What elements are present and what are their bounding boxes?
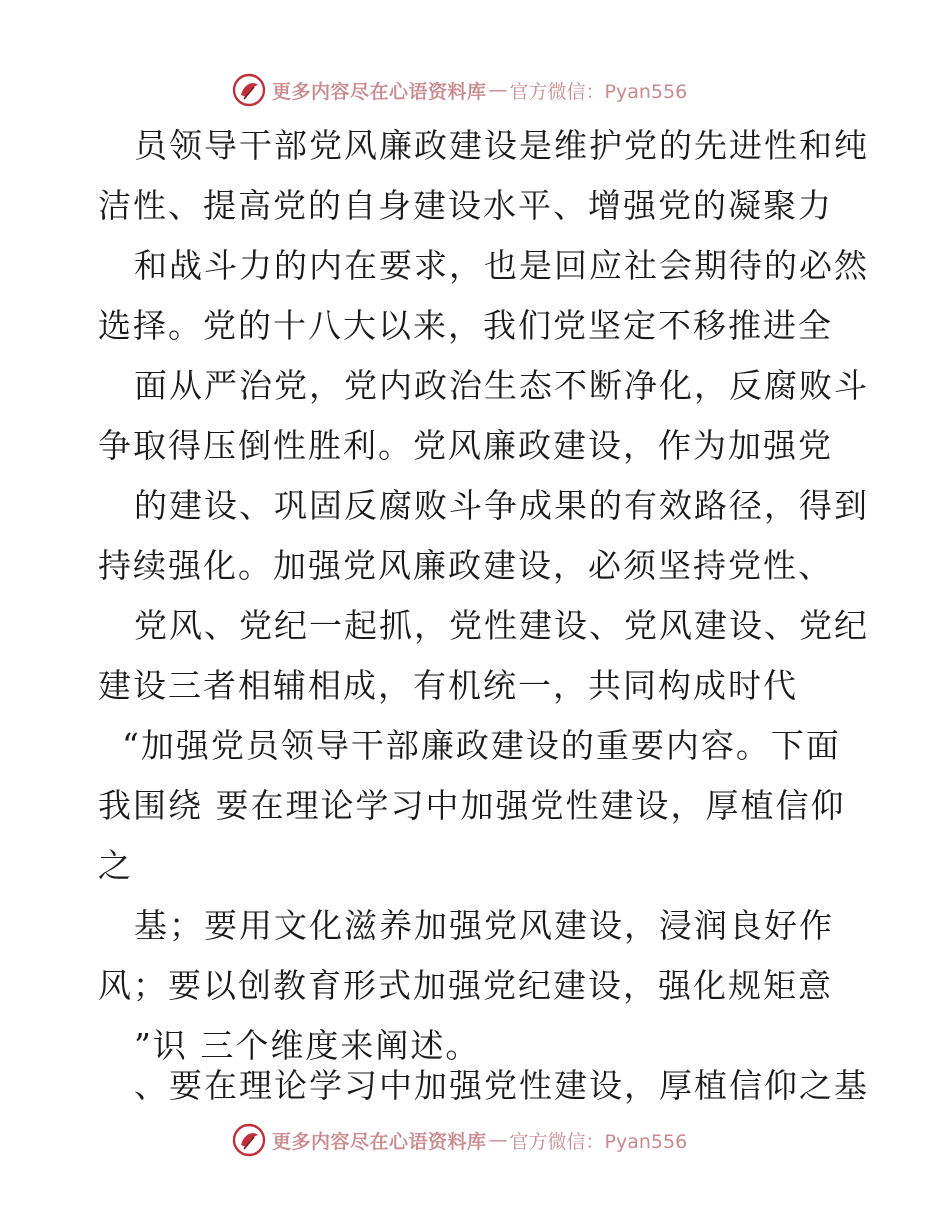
text-line: 持续强化。加强党风廉政建设，必须坚持党性、 [98, 546, 833, 585]
text-line: 之 [98, 846, 133, 885]
text-line: 和战斗力的内在要求，也是回应社会期待的必然 [134, 246, 869, 285]
text-line: 建设三者相辅相成，有机统一，共同构成时代 [98, 666, 798, 705]
library-logo-icon [232, 1123, 266, 1157]
text-line: 的建设、巩固反腐败斗争成果的有效路径，得到 [134, 486, 869, 525]
text-line: 、要在理论学习中加强党性建设，厚植信仰之基 [134, 1066, 869, 1105]
text-line: “加强党员领导干部廉政建设的重要内容。下面 [122, 726, 841, 765]
text-line: 选择。党的十八大以来，我们党坚定不移推进全 [98, 306, 833, 345]
text-line: 争取得压倒性胜利。党风廉政建设，作为加强党 [98, 426, 833, 465]
header-banner [232, 72, 752, 108]
text-line: 员领导干部党风廉政建设是维护党的先进性和纯 [134, 126, 869, 165]
text-line: 基；要用文化滋养加强党风建设，浸润良好作 [134, 906, 834, 945]
text-line: 洁性、提高党的自身建设水平、增强党的凝聚力 [98, 186, 833, 225]
text-line: 面从严治党，党内政治生态不断净化，反腐败斗 [134, 366, 869, 405]
text-line: 我围绕 要在理论学习中加强党性建设，厚植信仰 [98, 786, 846, 825]
banner-account: 官方微信：Pyan556 [509, 1130, 688, 1153]
footer-banner [232, 1122, 752, 1158]
text-line: ”识 三个维度来阐述。 [134, 1026, 481, 1065]
banner-account: 官方微信：Pyan556 [509, 80, 688, 103]
banner-title: 更多内容尽在心语资料库 [272, 1130, 487, 1153]
banner-separator: — [488, 79, 508, 101]
library-logo-icon [232, 73, 266, 107]
text-line: 党风、党纪一起抓，党性建设、党风建设、党纪 [134, 606, 869, 645]
banner-separator: — [488, 1129, 508, 1151]
text-line: 风；要以创教育形式加强党纪建设，强化规矩意 [98, 966, 833, 1005]
banner-title: 更多内容尽在心语资料库 [272, 80, 487, 103]
